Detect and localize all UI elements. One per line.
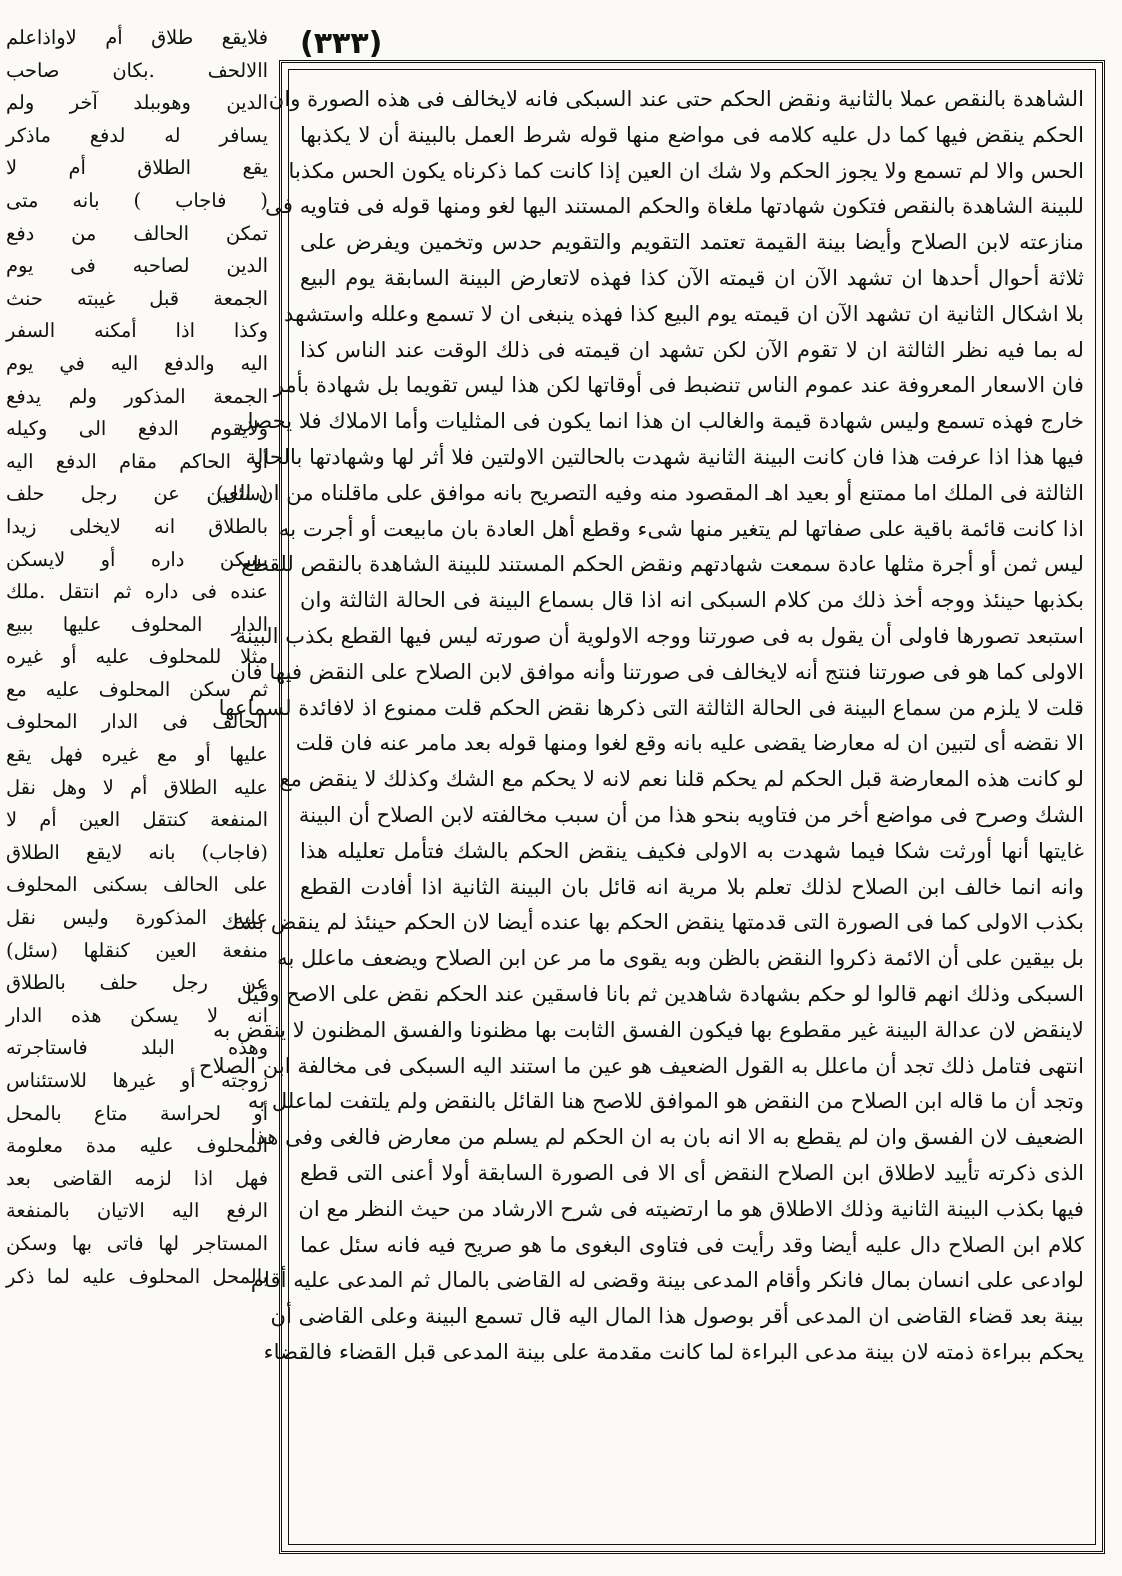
main-text-line: وتجد أن ما قاله ابن الصلاح من النقض هو الموافق للاصح هنا القائل بالنقض ولم يلتفت لماعلل به — [247, 1088, 1084, 1114]
main-text-line: بلا اشكال الثانية ان تشهد الآن ان قيمته يوم البيع كذا فهذه ينبغى ان لا تسمع وعلله واستشهد — [283, 300, 1084, 326]
margin-text-line: على الحالف بسكنى المحلوف — [6, 873, 268, 897]
main-text-line: وانه انما خالف ابن الصلاح لذلك تعلم بلا مرية انه قائل بان البينة الثانية اذا أفادت القطع — [300, 873, 1084, 899]
main-text-line: الثالثة فى الملك اما ممتنع أو بعيد اهـ المقصود منه وفيه التصريح بانه موافق على ماقلناه من ان العين — [206, 479, 1084, 505]
margin-text-line: فهل اذا لزمه القاضى بعد — [6, 1166, 268, 1190]
main-text-line: اذا كانت قائمة باقية على صفاتها لم يتغير منها شىء وقطع أهل العادة بان مابيعت أو أجرت به — [278, 515, 1084, 541]
margin-text-line: عليه الطلاق أم لا وهل نقل — [6, 775, 268, 799]
margin-text-line: مثلا للمحلوف عليه أو غيره — [6, 645, 268, 669]
main-text-line: للبينة الشاهدة بالنقص فتكون شهادتها ملغاة والحكم المستند اليها لغو ومنها قوله فى فتاويه فى — [265, 193, 1084, 219]
margin-text-line: ثم سكن المحلوف عليه مع — [6, 677, 268, 701]
margin-text-line: ( فاجاب ) بانه متى — [6, 188, 268, 212]
main-text-line: الشاهدة بالنقص عملا بالثانية ونقض الحكم حتى عند السبكى فانه لايخالف فى هذه الصورة وان — [268, 86, 1084, 111]
margin-text-line: عليها أو مع غيره فهل يقع — [6, 743, 268, 767]
margin-text-line: المستاجر لها فاتى بها وسكن — [6, 1231, 268, 1255]
margin-text-line: (سئل) عن رجل حلف — [6, 482, 268, 506]
margin-text-line: الجمعة المذكور ولم يدفع — [6, 384, 268, 408]
main-text-line: السبكى وذلك انهم قالوا لو حكم بشهادة شاهدين ثم بانا فاسقين عند الحكم نقض على الاصح وقيل — [236, 980, 1084, 1006]
margin-text-line: يسافر له لدفع ماذكر — [6, 123, 268, 147]
margin-text-line: أو الحاكم مقام الدفع اليه — [6, 449, 268, 473]
page-number: (٣٣٣) — [300, 26, 383, 61]
margin-text-line: يقع الطلاق أم لا — [6, 156, 268, 180]
margin-text-line: االالحف .بكان صاحب — [6, 58, 268, 82]
margin-text-line: الجمعة قبل غيبته حنث — [6, 286, 268, 310]
margin-text-line: ولايقوم الدفع الى وكيله — [6, 417, 268, 441]
margin-text-line: الدار المحلوف عليها ببيع — [6, 612, 268, 636]
main-text-body — [199, 81, 1085, 1537]
main-text-line: لو كانت هذه المعارضة قبل الحكم لم يحكم قلنا نعم لانه لا يحكم مع الشك وكذلك لا ينقض مع — [279, 766, 1084, 792]
main-text-line: منازعته لابن الصلاح وأيضا بينة القيمة تعتمد التقويم والتقويم حدس وتخمين ويفرض على — [300, 229, 1084, 255]
main-text-line: الاولى كما هو فى صورتنا فنتج أنه لايخالف فى صورتنا وأنه موافق لابن الصلاح على النقض فيها فان — [230, 658, 1084, 684]
margin-text-line: انه لا يسكن هذه الدار — [6, 1003, 268, 1027]
main-text-line: الذى ذكرته تأييد لاطلاق ابن الصلاح النقض أى الا فى الصورة السابقة أولا أعنى التى قطع — [300, 1159, 1085, 1185]
main-text-line: ثلاثة أحوال أحدها ان تشهد الآن ان قيمته الآن كذا فهذه لاتعارض البينة السابقة يوم البيع — [300, 264, 1084, 290]
main-text-line: لوادعى على انسان بمال فانكر وأقام المدعى بينة وقضى له القاضى بالمال ثم المدعى عليه أقام — [250, 1267, 1084, 1293]
main-text-line: انتهى فتامل ذلك تجد أن ماعلل به القول الضعيف هو عين ما استند اليه السبكى فى مخالفة ابن الصلاح — [199, 1052, 1084, 1078]
margin-text-line: فلايقع طلاق أم لاواذاعلم — [6, 26, 268, 49]
main-text-line: له بما فيه نظر الثالثة ان لا تقوم الآن لكن تشهد ان قيمته فى ذلك الوقت عند الناس كذا — [300, 336, 1084, 362]
main-text-frame — [199, 60, 1105, 1554]
main-text-line: الشك وصرح فى مواضع أخر من فتاويه بنحو هذا من أن سبب مخالفته لابن الصلاح أن البينة — [298, 801, 1084, 827]
margin-text-line: الدين لصاحبه فى يوم — [6, 254, 268, 278]
main-text-line: لاينقض لان عدالة البينة غير مقطوع بها فيكون الفسق الثابت بها مظنونا والفسق المظنون لا ينقض به — [213, 1016, 1084, 1042]
margin-text-line: زوجته أو غيرها للاستئناس — [6, 1069, 268, 1092]
main-text-line: الحكم ينقض فيها كما دل عليه كلامه فى مواضع منها قوله شرط العمل بالبينة أن لا يكذبها — [300, 121, 1084, 147]
margin-text-line: يسكن داره أو لايسكن — [6, 547, 268, 571]
margin-text-line: اليه والدفع اليه في يوم — [6, 351, 268, 375]
main-text-line: ليس ثمن أو أجرة مثلها عادة سمعت شهادتهم ونقض الحكم المستند للبينة الشاهدة بالنقص للقطع — [241, 551, 1084, 577]
main-text-line: بكذبها حينئذ ووجه أخذ ذلك من كلام السبكى انه اذا قال بسماع البينة فى الحالة الثالثة وان — [300, 587, 1084, 613]
main-text-line: بكذب الاولى كما فى الصورة التى قدمتها ينقض الحكم بها عنده أيضا لان الحكم حينئذ لم ينقض بشك — [221, 909, 1084, 935]
main-text-line: فيها هذا اذا عرفت هذا فان كانت البينة الثانية شهدت بالحالتين الاولتين فلا أثر لها وشهادتها بالحالة — [245, 443, 1084, 469]
margin-text-line: أو لحراسة متاع بالمحل — [6, 1101, 268, 1125]
main-text-line: غايتها أنها أورثت شكا فيما شهدت به الاولى فكيف ينقض الحكم بالشك فتأمل تعليله هذا — [300, 837, 1084, 863]
margin-text-line: وكذا اذا أمكنه السفر — [6, 319, 268, 343]
margin-text-line: (فاجاب) بانه لايقع الطلاق — [6, 840, 268, 864]
margin-text-line: منفعة العين كنقلها (سئل) — [6, 938, 268, 962]
main-text-line: الضعيف لان الفسق وان لم يقطع به الا انه بان به ان الحكم لم يسلم من معارض فالغى وفى هذا — [250, 1124, 1084, 1150]
margin-text-line: عن رجل حلف بالطلاق — [6, 971, 268, 995]
main-text-line: بينة بعد قضاء القاضى ان المدعى أقر بوصول هذا المال اليه قال تسمع البينة وعلى القاضى أن — [270, 1303, 1084, 1329]
main-text-line: يحكم ببراءة ذمته لان بينة مدعى البراءة لما كانت مقدمة على بينة المدعى قبل القضاء فالقضاء — [263, 1338, 1084, 1364]
margin-text-line: وهذه البلد فاستاجرته — [6, 1036, 268, 1060]
margin-text-line: الدين وهوببلد آخر ولم — [6, 91, 268, 115]
main-text-line: بل بيقين على أن الائمة ذكروا النقض بالظن وبه يقوى ما مر عن ابن الصلاح ويضعف ماعلل به — [277, 945, 1084, 971]
margin-text-line: الرفع اليه الاتيان بالمنفعة — [6, 1199, 268, 1223]
margin-column — [6, 22, 268, 1562]
main-text-line: خارج فهذه تسمع وليس شهادة قيمة والغالب ان هذا انما يكون فى المثليات وأما الاملاك فلا يحصل — [238, 408, 1084, 434]
main-text-line: فيها بكذب البينة الثانية وذلك الاطلاق هو ما ارتضيته فى شرح الارشاد من حيث النظر مع ان — [298, 1195, 1084, 1221]
margin-text-line: المنفعة كنتقل العين أم لا — [6, 808, 268, 832]
margin-text-line: تمكن الحالف من دفع — [6, 221, 268, 245]
main-text-line: قلت لا يلزم من سماع البينة فى الحالة الثالثة التى ذكرها نقض الحكم قلت ممنوع اذ لافائدة لسماعها — [218, 694, 1084, 720]
main-text-line: فان الاسعار المعروفة عند عموم الناس تنضبط فى أوقاتها لكن هذا ليس تقويما بل شهادة بأمر — [273, 372, 1084, 398]
main-text-line: الحس والا لم تسمع ولا يجوز الحكم ولا شك ان العين إذا كانت كما ذكرناه يكون الحس مكذبا — [288, 157, 1084, 183]
main-text-line: استبعد تصورها فاولى أن يقول به فى صورتنا ووجه الاولوية أن صورته ليس فيها القطع بكذب البينة — [235, 622, 1084, 648]
margin-text-line: عنده فى داره ثم انتقل .ملك — [6, 580, 268, 604]
main-text-line: كلام ابن الصلاح دال عليه أيضا وقد رأيت فى فتاوى البغوى ما هو صريح فيه فانه سئل عما — [300, 1231, 1084, 1257]
margin-text-line: المحلوف عليه مدة معلومة — [6, 1134, 268, 1158]
margin-text-line: بالمحل المحلوف عليه لما ذكر — [6, 1264, 268, 1288]
margin-text-line: بالطلاق انه لايخلى زيدا — [6, 514, 268, 538]
margin-text-line: الحالف فى الدار المحلوف — [6, 710, 268, 734]
margin-text-line: عليه المذكورة وليس نقل — [6, 906, 268, 930]
main-text-line: الا نقضه أى لتبين ان له معارضا يقضى عليه بانه وقع لغوا ومنها قوله بعد مامر عنه فان قلت — [295, 730, 1084, 756]
